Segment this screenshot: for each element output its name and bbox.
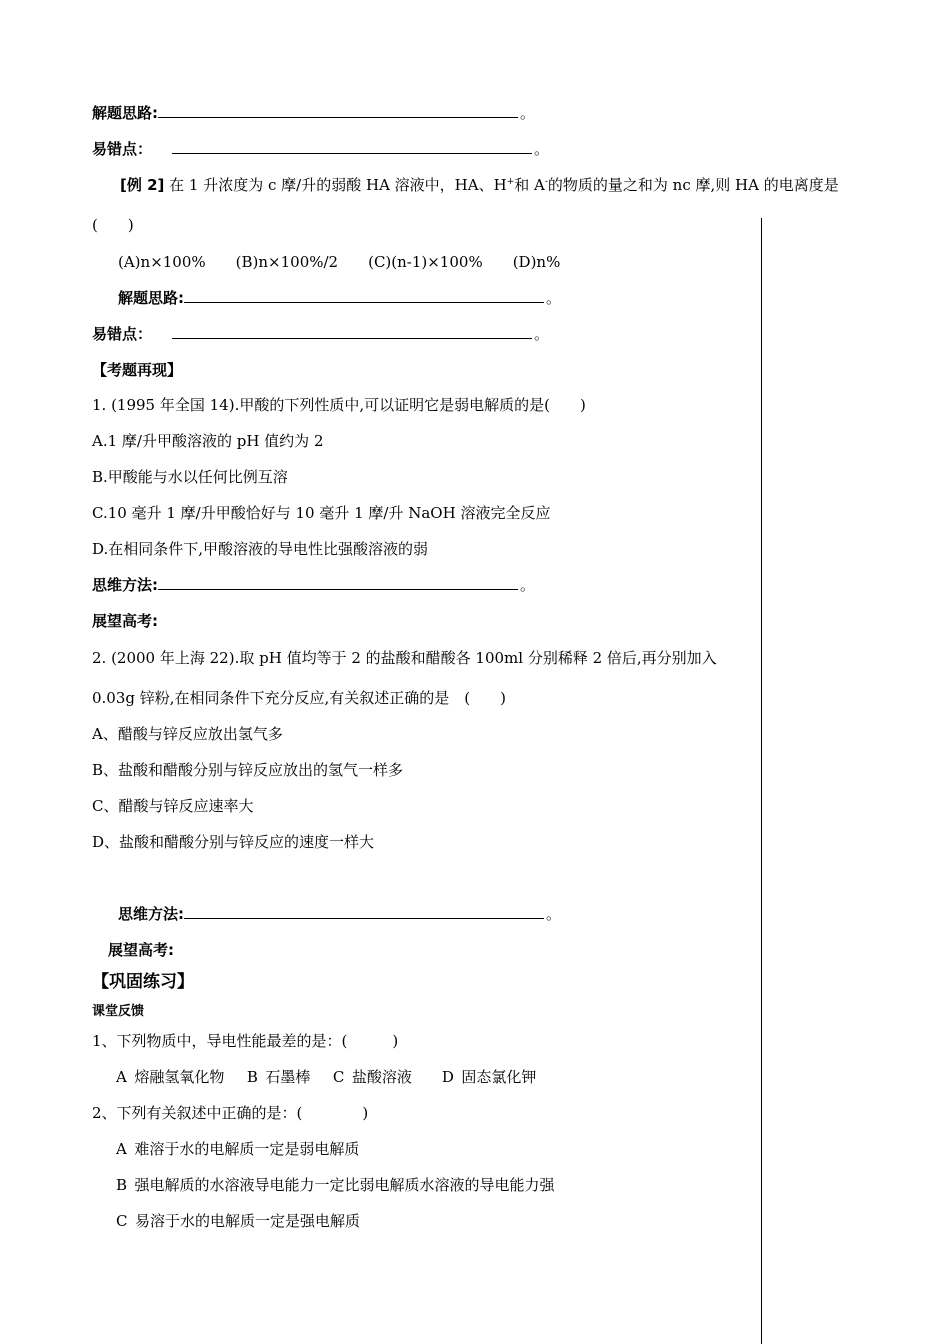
question-stem: 1. (1995 年全国 14).甲酸的下列性质中,可以证明它是弱电解质的是( ) <box>92 396 586 414</box>
question-option: B.甲酸能与水以任何比例互溶 <box>92 468 288 486</box>
solve-approach-label: 解题思路: <box>92 104 158 122</box>
question-option: C 易溶于水的电解质一定是强电解质 <box>116 1212 360 1230</box>
question-option: A.1 摩/升甲酸溶液的 pH 值约为 2 <box>92 432 324 450</box>
example2-text: 在 1 升浓度为 c 摩/升的弱酸 HA 溶液中，HA、H <box>169 176 507 194</box>
outlook-label: 展望高考: <box>92 612 158 630</box>
solve-approach-label: 解题思路: <box>118 289 184 307</box>
example2-options: (A)n×100% (B)n×100%/2 (C)(n-1)×100% (D)n% <box>118 253 561 271</box>
question-option: A 熔融氢氧化物 B 石墨棒 C 盐酸溶液 D 固态氯化钾 <box>116 1068 537 1086</box>
answer-blank[interactable] <box>158 575 518 590</box>
question-option: C、醋酸与锌反应速率大 <box>92 797 254 815</box>
subheading: 课堂反馈 <box>92 1004 145 1019</box>
period: 。 <box>534 325 550 343</box>
example2-text: 的物质的量之和为 nc 摩,则 HA 的电离度是 <box>547 176 839 194</box>
question-option: A、醋酸与锌反应放出氢气多 <box>92 725 283 743</box>
question-stem: 1、下列物质中，导电性能最差的是：( ) <box>92 1032 399 1050</box>
outlook-label: 展望高考: <box>108 941 174 959</box>
period: 。 <box>520 576 536 594</box>
thinking-method-label: 思维方法: <box>92 576 158 594</box>
error-point-label: 易错点： <box>92 325 153 343</box>
answer-blank[interactable] <box>184 904 544 919</box>
period: 。 <box>520 104 536 122</box>
section-heading: 【巩固练习】 <box>92 972 194 992</box>
period: 。 <box>534 140 550 158</box>
question-option: B 强电解质的水溶液导电能力一定比弱电解质水溶液的导电能力强 <box>116 1176 555 1194</box>
question-stem: 2. (2000 年上海 22).取 pH 值均等于 2 的盐酸和醋酸各 100ml 分别稀释 2 倍后,再分别加入 <box>92 649 717 667</box>
question-option: D.在相同条件下,甲酸溶液的导电性比强酸溶液的弱 <box>92 540 429 558</box>
solve-approach-line <box>92 103 535 123</box>
answer-blank[interactable] <box>184 288 544 303</box>
example2-text: 和 A <box>514 176 545 194</box>
superscript: - <box>544 177 548 187</box>
question-option: D、盐酸和醋酸分别与锌反应的速度一样大 <box>92 833 375 851</box>
answer-blank[interactable] <box>158 103 518 118</box>
error-point-line <box>92 139 549 159</box>
period: 。 <box>546 289 562 307</box>
question-option: A 难溶于水的电解质一定是弱电解质 <box>116 1140 360 1158</box>
answer-blank[interactable] <box>172 139 532 154</box>
section-heading: 【考题再现】 <box>92 361 183 379</box>
error-point-label: 易错点： <box>92 140 153 158</box>
solve-approach-line <box>118 288 561 308</box>
answer-blank[interactable] <box>172 324 532 339</box>
example2-stem <box>120 175 839 195</box>
period: 。 <box>546 905 562 923</box>
error-point-line <box>92 324 549 344</box>
question-stem: 0.03g 锌粉,在相同条件下充分反应,有关叙述正确的是 ( ) <box>92 689 507 707</box>
question-stem: 2、下列有关叙述中正确的是：( ) <box>92 1104 369 1122</box>
thinking-method-label: 思维方法: <box>118 905 184 923</box>
thinking-method-line <box>92 575 535 595</box>
example2-paren: ( ) <box>92 216 134 234</box>
example2-label: [例 2] <box>120 176 165 194</box>
question-option: B、盐酸和醋酸分别与锌反应放出的氢气一样多 <box>92 761 404 779</box>
margin-rule <box>761 218 762 1344</box>
thinking-method-line <box>118 904 561 924</box>
question-option: C.10 毫升 1 摩/升甲酸恰好与 10 毫升 1 摩/升 NaOH 溶液完全反应 <box>92 504 551 522</box>
superscript: + <box>506 177 515 187</box>
